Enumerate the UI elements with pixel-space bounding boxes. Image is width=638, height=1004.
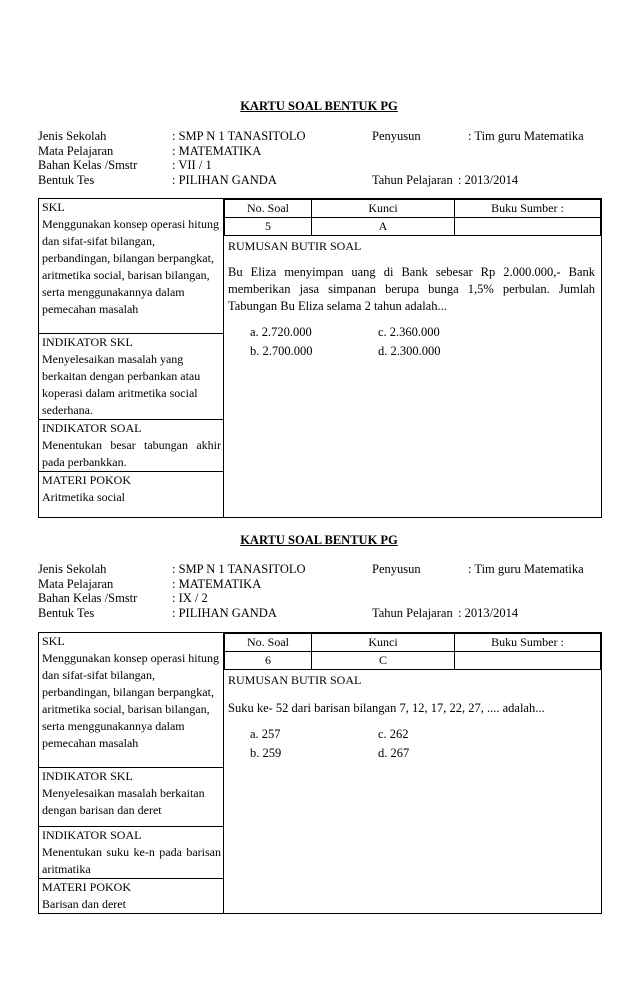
materi-pokok-label: MATERI POKOK	[42, 880, 132, 894]
meta-value: : 2013/2014	[458, 606, 519, 620]
indikator-soal-text: Menentukan suku ke-n pada barisan aritmatika	[42, 845, 221, 876]
skl-cell	[39, 199, 224, 334]
card-title: KARTU SOAL BENTUK PG	[240, 99, 398, 113]
question-text: Bu Eliza menyimpan uang di Bank sebesar Rp 2.000.000,- Bank memberikan jasa simpanan berupa bunga 1,5% perbulan. Jumlah Tabungan Bu Eliza selama 2 tahun adalah...	[228, 265, 595, 313]
rumusan-label: RUMUSAN BUTIR SOAL	[228, 673, 362, 687]
meta-label: Tahun Pelajaran	[372, 173, 453, 187]
soal-table	[38, 632, 602, 914]
buku-sumber-value	[455, 652, 601, 670]
card-title: KARTU SOAL BENTUK PG	[240, 533, 398, 547]
materi-pokok-text: Aritmetika social	[42, 490, 125, 504]
soal-table	[38, 198, 602, 518]
indikator-soal-cell	[39, 827, 224, 879]
meta-label: Bahan Kelas /Smstr	[38, 158, 138, 172]
rumusan-section	[224, 670, 601, 763]
meta-value: : SMP N 1 TANASITOLO	[172, 129, 306, 143]
materi-pokok-text: Barisan dan deret	[42, 897, 126, 911]
option-b: b. 2.700.000	[250, 344, 313, 358]
materi-pokok-cell	[39, 472, 224, 518]
indikator-soal-label: INDIKATOR SOAL	[42, 828, 142, 842]
rumusan-label: RUMUSAN BUTIR SOAL	[228, 239, 362, 253]
meta-label: Bentuk Tes	[38, 173, 95, 187]
indikator-skl-cell	[39, 334, 224, 420]
meta-value: : MATEMATIKA	[172, 144, 262, 158]
no-soal-value: 5	[225, 218, 312, 236]
indikator-soal-cell	[39, 420, 224, 472]
header-row	[224, 199, 601, 236]
meta-label: Penyusun	[372, 129, 421, 143]
option-a: a. 257	[250, 727, 281, 741]
skl-label: SKL	[42, 634, 65, 648]
indikator-skl-cell	[39, 768, 224, 827]
no-soal-value: 6	[225, 652, 312, 670]
materi-pokok-cell	[39, 879, 224, 914]
indikator-soal-label: INDIKATOR SOAL	[42, 421, 142, 435]
option-d: d. 267	[378, 746, 410, 760]
skl-text: Menggunakan konsep operasi hitung dan sifat-sifat bilangan, perbandingan, bilangan berpangkat, aritmetika social, barisan bilangan, serta menggunakannya dalam pemecahan masalah	[42, 217, 219, 316]
meta-value: : IX / 2	[172, 591, 208, 605]
meta-label: Penyusun	[372, 562, 421, 576]
indikator-soal-text: Menentukan besar tabungan akhir pada perbankkan.	[42, 438, 221, 469]
kunci-value: C	[312, 652, 455, 670]
meta-value: : MATEMATIKA	[172, 577, 262, 591]
meta-value: : VII / 1	[172, 158, 212, 172]
rumusan-cell	[224, 633, 602, 914]
header-row	[224, 633, 601, 670]
buku-sumber-label: Buku Sumber :	[455, 634, 601, 652]
meta-value: : Tim guru Matematika	[468, 562, 584, 576]
meta-label: Jenis Sekolah	[38, 562, 107, 576]
buku-sumber-label: Buku Sumber :	[455, 200, 601, 218]
option-a: a. 2.720.000	[250, 325, 312, 339]
buku-sumber-value	[455, 218, 601, 236]
option-d: d. 2.300.000	[378, 344, 441, 358]
question-text: Suku ke- 52 dari barisan bilangan 7, 12, 17, 22, 27, .... adalah...	[228, 701, 545, 715]
indikator-skl-label: INDIKATOR SKL	[42, 335, 133, 349]
option-c: c. 262	[378, 727, 409, 741]
meta-value: : 2013/2014	[458, 173, 519, 187]
meta-label: Mata Pelajaran	[38, 577, 114, 591]
meta-value: : PILIHAN GANDA	[172, 173, 277, 187]
answer-options	[250, 725, 595, 763]
skl-cell	[39, 633, 224, 768]
meta-value: : PILIHAN GANDA	[172, 606, 277, 620]
kunci-value: A	[312, 218, 455, 236]
kunci-label: Kunci	[312, 634, 455, 652]
skl-text: Menggunakan konsep operasi hitung dan sifat-sifat bilangan, perbandingan, bilangan berpangkat, aritmetika social, barisan bilangan, serta menggunakannya dalam pemecahan masalah	[42, 651, 219, 750]
meta-label: Mata Pelajaran	[38, 144, 114, 158]
skl-label: SKL	[42, 200, 65, 214]
option-c: c. 2.360.000	[378, 325, 440, 339]
rumusan-section	[224, 236, 601, 361]
answer-options	[250, 323, 595, 361]
meta-label: Tahun Pelajaran	[372, 606, 453, 620]
no-soal-label: No. Soal	[225, 200, 312, 218]
meta-label: Jenis Sekolah	[38, 129, 107, 143]
rumusan-cell	[224, 199, 602, 518]
meta-label: Bahan Kelas /Smstr	[38, 591, 138, 605]
meta-label: Bentuk Tes	[38, 606, 95, 620]
indikator-skl-text: Menyelesaikan masalah yang berkaitan dengan perbankan atau koperasi dalam aritmetika social sederhana.	[42, 352, 201, 417]
meta-value: : Tim guru Matematika	[468, 129, 584, 143]
kunci-label: Kunci	[312, 200, 455, 218]
no-soal-label: No. Soal	[225, 634, 312, 652]
meta-value: : SMP N 1 TANASITOLO	[172, 562, 306, 576]
indikator-skl-label: INDIKATOR SKL	[42, 769, 133, 783]
materi-pokok-label: MATERI POKOK	[42, 473, 132, 487]
option-b: b. 259	[250, 746, 282, 760]
indikator-skl-text: Menyelesaikan masalah berkaitan dengan barisan dan deret	[42, 786, 205, 817]
